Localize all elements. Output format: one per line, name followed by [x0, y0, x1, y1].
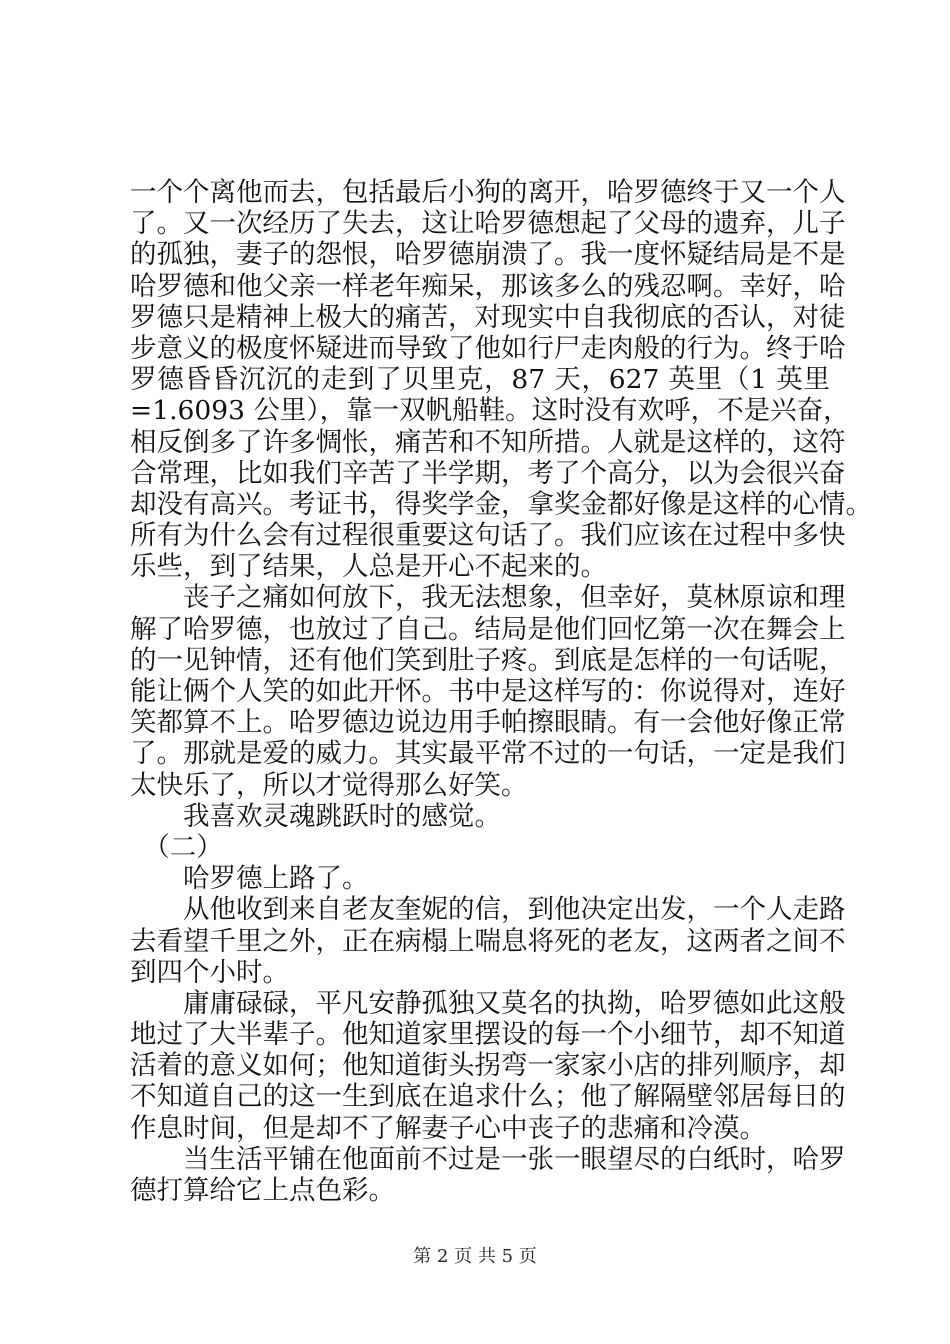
text-line: 去看望千里之外，正在病榻上喘息将死的老友，这两者之间不: [130, 925, 846, 957]
text-line: 当生活平铺在他面前不过是一张一眼望尽的白纸时，哈罗: [130, 1143, 846, 1175]
text-line: 所有为什么会有过程很重要这句话了。我们应该在过程中多快: [130, 520, 846, 552]
text-line: 我喜欢灵魂跳跃时的感觉。: [130, 800, 501, 832]
text-line: 从他收到来自老友奎妮的信，到他决定出发，一个人走路: [130, 894, 846, 926]
text-line: 地过了大半辈子。他知道家里摆设的每一个小细节，却不知道: [130, 1019, 846, 1051]
text-line: 庸庸碌碌，平凡安静孤独又莫名的执拗，哈罗德如此这般: [130, 987, 846, 1019]
text-line: 笑都算不上。哈罗德边说边用手帕擦眼睛。有一会他好像正常: [130, 707, 846, 739]
text-line: 到四个小时。: [130, 956, 289, 988]
text-line: 罗德只是精神上极大的痛苦，对现实中自我彻底的否认，对徒: [130, 301, 846, 333]
text-line: 太快乐了，所以才觉得那么好笑。: [130, 769, 528, 801]
text-line: =1.6093 公里），靠一双帆船鞋。这时没有欢呼，不是兴奋，: [130, 395, 850, 427]
text-line: 能让俩个人笑的如此开怀。书中是这样写的：你说得对，连好: [130, 676, 846, 707]
page-footer: 第 2 页 共 5 页: [413, 1246, 537, 1267]
text-line: 一个个离他而去，包括最后小狗的离开，哈罗德终于又一个人: [130, 177, 846, 208]
text-line: 哈罗德和他父亲一样老年痴呆，那该多么的残忍啊。幸好，哈: [130, 270, 846, 302]
text-line: 罗德昏昏沉沉的走到了贝里克，87 天，627 英里（1 英里: [130, 364, 830, 396]
text-line: 哈罗德上路了。: [130, 863, 369, 895]
text-line: 步意义的极度怀疑进而导致了他如行尸走肉般的行为。终于哈: [130, 332, 846, 364]
text-line: 的孤独，妻子的怨恨，哈罗德崩溃了。我一度怀疑结局是不是: [130, 239, 846, 271]
text-line: 德打算给它上点色彩。: [130, 1175, 395, 1206]
body-text: [130, 177, 872, 1206]
text-line: 相反倒多了许多惆怅，痛苦和不知所措。人就是这样的，这符: [130, 426, 846, 458]
text-line: 活着的意义如何；他知道街头拐弯一家家小店的排列顺序，却: [130, 1050, 846, 1082]
text-line: 却没有高兴。考证书，得奖学金，拿奖金都好像是这样的心情。: [130, 488, 872, 520]
text-line: 作息时间，但是却不了解妻子心中丧子的悲痛和冷漠。: [130, 1112, 766, 1144]
text-line: （二）: [130, 831, 223, 863]
text-line: 了。那就是爱的威力。其实最平常不过的一句话，一定是我们: [130, 738, 846, 770]
text-line: 不知道自己的这一生到底在追求什么；他了解隔壁邻居每日的: [130, 1081, 846, 1113]
text-line: 乐些，到了结果，人总是开心不起来的。: [130, 551, 607, 583]
text-line: 丧子之痛如何放下，我无法想象，但幸好，莫林原谅和理: [130, 582, 846, 614]
text-line: 了。又一次经历了失去，这让哈罗德想起了父母的遗弃，儿子: [130, 208, 846, 240]
text-line: 的一见钟情，还有他们笑到肚子疼。到底是怎样的一句话呢，: [130, 644, 846, 676]
text-line: 解了哈罗德，也放过了自己。结局是他们回忆第一次在舞会上: [130, 613, 846, 645]
text-line: 合常理，比如我们辛苦了半学期，考了个高分，以为会很兴奋: [130, 457, 846, 489]
